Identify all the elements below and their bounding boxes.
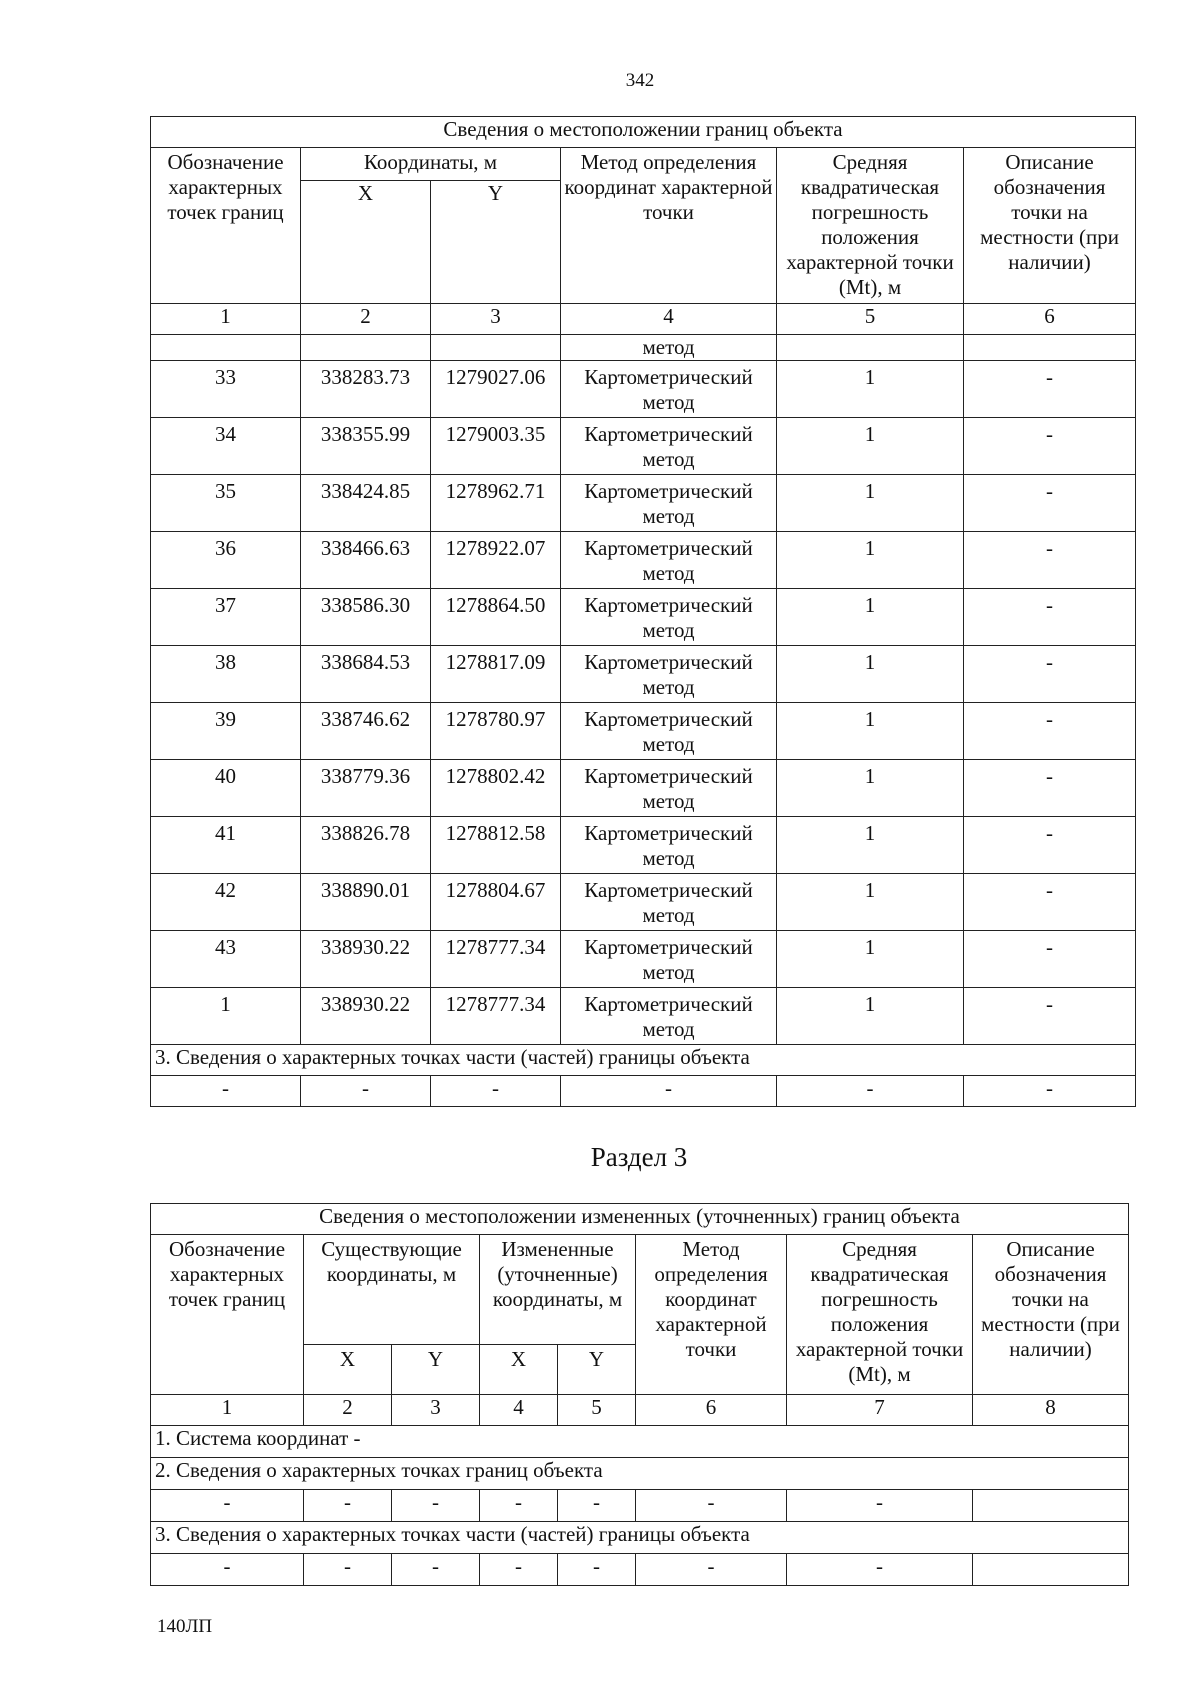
- method: [561, 418, 777, 475]
- coord-x: 338826.78: [301, 817, 431, 874]
- point-number: 41: [151, 817, 301, 874]
- coord-x: 338355.99: [301, 418, 431, 475]
- continued-cell: [301, 335, 431, 361]
- point-number: 34: [151, 418, 301, 475]
- col-number: 4: [561, 304, 777, 335]
- part-cell: -: [787, 1554, 973, 1586]
- changed-boundaries-table: [150, 1203, 1129, 1586]
- header-description: Описание обозначения точки на местности (при наличии): [964, 148, 1136, 304]
- part-cell: -: [561, 1076, 777, 1107]
- part-cell: -: [558, 1554, 636, 1586]
- coord-x: 338424.85: [301, 475, 431, 532]
- point-number: 39: [151, 703, 301, 760]
- table-row: [151, 988, 1136, 1045]
- points-cell: -: [304, 1490, 392, 1522]
- method: [561, 703, 777, 760]
- description: -: [964, 361, 1136, 418]
- table2-title: Сведения о местоположении измененных (уточненных) границ объекта: [151, 1204, 1129, 1235]
- col-number: 3: [431, 304, 561, 335]
- section-heading: Раздел 3: [590, 1142, 688, 1172]
- header-x: X: [480, 1345, 558, 1395]
- part-cell: -: [151, 1076, 301, 1107]
- method-line: метод: [642, 561, 695, 585]
- points-cell: -: [787, 1490, 973, 1522]
- table-row: [151, 874, 1136, 931]
- col-number: 5: [777, 304, 964, 335]
- method-line: Картометрический: [584, 536, 753, 560]
- table-row: [151, 646, 1136, 703]
- accuracy: 1: [777, 589, 964, 646]
- method-line: Картометрический: [584, 593, 753, 617]
- header-accuracy: Средняя квадратическая погрешность положения характерной точки (Mt), м: [787, 1235, 973, 1395]
- coord-y: 1278777.34: [431, 931, 561, 988]
- header-y: Y: [431, 181, 561, 304]
- description: -: [964, 589, 1136, 646]
- coord-x: 338466.63: [301, 532, 431, 589]
- method-line: метод: [642, 447, 695, 471]
- method-line: Картометрический: [584, 650, 753, 674]
- method: [561, 646, 777, 703]
- col-number: 5: [558, 1395, 636, 1426]
- col-number: 4: [480, 1395, 558, 1426]
- col-number: 1: [151, 1395, 304, 1426]
- method: [561, 931, 777, 988]
- description: -: [964, 874, 1136, 931]
- header-description: Описание обозначения точки на местности (при наличии): [973, 1235, 1129, 1395]
- part-cell: -: [431, 1076, 561, 1107]
- description: -: [964, 475, 1136, 532]
- method-line: метод: [642, 846, 695, 870]
- part-cell: -: [777, 1076, 964, 1107]
- col-number: 6: [636, 1395, 787, 1426]
- method: [561, 589, 777, 646]
- point-number: 35: [151, 475, 301, 532]
- accuracy: 1: [777, 703, 964, 760]
- coord-y: 1278802.42: [431, 760, 561, 817]
- accuracy: 1: [777, 931, 964, 988]
- method-line: Картометрический: [584, 365, 753, 389]
- col-number: 2: [301, 304, 431, 335]
- method: [561, 817, 777, 874]
- method-line: метод: [642, 789, 695, 813]
- table-row: [151, 589, 1136, 646]
- part-cell: -: [304, 1554, 392, 1586]
- method-line: метод: [642, 960, 695, 984]
- part-cell: -: [392, 1554, 480, 1586]
- coord-system: 1. Система координат -: [151, 1426, 1129, 1458]
- part-cell: -: [151, 1554, 304, 1586]
- accuracy: 1: [777, 646, 964, 703]
- col-number: 7: [787, 1395, 973, 1426]
- page-number: 342: [625, 70, 655, 91]
- method-line: Картометрический: [584, 422, 753, 446]
- coord-y: 1279003.35: [431, 418, 561, 475]
- accuracy: 1: [777, 988, 964, 1045]
- coord-x: 338283.73: [301, 361, 431, 418]
- point-number: 40: [151, 760, 301, 817]
- coord-x: 338746.62: [301, 703, 431, 760]
- coord-x: 338586.30: [301, 589, 431, 646]
- header-changed: Измененные (уточненные) координаты, м: [480, 1235, 636, 1345]
- method-line: метод: [642, 732, 695, 756]
- method-line: Картометрический: [584, 764, 753, 788]
- coord-y: 1278804.67: [431, 874, 561, 931]
- method-line: метод: [642, 618, 695, 642]
- continued-method: метод: [561, 335, 777, 361]
- method-line: Картометрический: [584, 992, 753, 1016]
- table-row: [151, 532, 1136, 589]
- header-point: Обозначение характерных точек границ: [151, 1235, 304, 1395]
- col-number: 1: [151, 304, 301, 335]
- coord-y: 1278817.09: [431, 646, 561, 703]
- coord-y: 1278962.71: [431, 475, 561, 532]
- points-cell: -: [480, 1490, 558, 1522]
- description: -: [964, 988, 1136, 1045]
- method-line: Картометрический: [584, 821, 753, 845]
- header-method: Метод определения координат характерной точки: [561, 148, 777, 304]
- table2-part-section: 3. Сведения о характерных точках части (частей) границы объекта: [151, 1522, 1129, 1554]
- accuracy: 1: [777, 361, 964, 418]
- part-cell: -: [301, 1076, 431, 1107]
- method: [561, 475, 777, 532]
- header-x: X: [301, 181, 431, 304]
- points-cell: [973, 1490, 1129, 1522]
- col-number: 8: [973, 1395, 1129, 1426]
- method: [561, 361, 777, 418]
- continued-cell: [777, 335, 964, 361]
- point-number: 42: [151, 874, 301, 931]
- accuracy: 1: [777, 874, 964, 931]
- method-line: Картометрический: [584, 878, 753, 902]
- header-method: Метод определения координат характерной точки: [636, 1235, 787, 1395]
- method-line: Картометрический: [584, 479, 753, 503]
- coord-x: 338684.53: [301, 646, 431, 703]
- table-row: [151, 475, 1136, 532]
- description: -: [964, 931, 1136, 988]
- part-cell: -: [480, 1554, 558, 1586]
- col-number: 6: [964, 304, 1136, 335]
- coord-y: 1278780.97: [431, 703, 561, 760]
- method-line: метод: [642, 1017, 695, 1041]
- points-cell: -: [151, 1490, 304, 1522]
- table-row: [151, 817, 1136, 874]
- points-section: 2. Сведения о характерных точках границ объекта: [151, 1458, 1129, 1490]
- coord-y: 1278864.50: [431, 589, 561, 646]
- table-row: [151, 361, 1136, 418]
- accuracy: 1: [777, 760, 964, 817]
- boundaries-table: [150, 116, 1136, 1107]
- method: [561, 988, 777, 1045]
- description: -: [964, 703, 1136, 760]
- point-number: 43: [151, 931, 301, 988]
- header-existing: Существующие координаты, м: [304, 1235, 480, 1345]
- description: -: [964, 418, 1136, 475]
- point-number: 36: [151, 532, 301, 589]
- method-line: метод: [642, 675, 695, 699]
- header-coords: Координаты, м: [301, 148, 561, 181]
- continued-cell: [151, 335, 301, 361]
- coord-y: 1279027.06: [431, 361, 561, 418]
- header-accuracy: Средняя квадратическая погрешность положения характерной точки (Mt), м: [777, 148, 964, 304]
- header-y: Y: [392, 1345, 480, 1395]
- method: [561, 760, 777, 817]
- part-cell: -: [636, 1554, 787, 1586]
- table-row: [151, 931, 1136, 988]
- table-row: [151, 418, 1136, 475]
- method: [561, 532, 777, 589]
- header-point: Обозначение характерных точек границ: [151, 148, 301, 304]
- method-line: Картометрический: [584, 935, 753, 959]
- description: -: [964, 532, 1136, 589]
- points-cell: -: [636, 1490, 787, 1522]
- method-line: метод: [642, 903, 695, 927]
- description: -: [964, 646, 1136, 703]
- method-line: метод: [642, 390, 695, 414]
- point-number: 38: [151, 646, 301, 703]
- point-number: 37: [151, 589, 301, 646]
- header-x: X: [304, 1345, 392, 1395]
- coord-y: 1278922.07: [431, 532, 561, 589]
- accuracy: 1: [777, 532, 964, 589]
- points-cell: -: [392, 1490, 480, 1522]
- header-y: Y: [558, 1345, 636, 1395]
- continued-cell: [431, 335, 561, 361]
- table-row: [151, 703, 1136, 760]
- col-number: 3: [392, 1395, 480, 1426]
- accuracy: 1: [777, 475, 964, 532]
- part-cell: -: [964, 1076, 1136, 1107]
- coord-x: 338930.22: [301, 988, 431, 1045]
- footer-code: 140ЛП: [157, 1616, 213, 1637]
- point-number: 1: [151, 988, 301, 1045]
- part-cell: [973, 1554, 1129, 1586]
- description: -: [964, 817, 1136, 874]
- coord-x: 338890.01: [301, 874, 431, 931]
- table1-title: Сведения о местоположении границ объекта: [151, 117, 1136, 148]
- description: -: [964, 760, 1136, 817]
- coord-y: 1278777.34: [431, 988, 561, 1045]
- method: [561, 874, 777, 931]
- method-line: метод: [642, 504, 695, 528]
- coord-x: 338779.36: [301, 760, 431, 817]
- coord-y: 1278812.58: [431, 817, 561, 874]
- col-number: 2: [304, 1395, 392, 1426]
- accuracy: 1: [777, 817, 964, 874]
- point-number: 33: [151, 361, 301, 418]
- continued-cell: [964, 335, 1136, 361]
- points-cell: -: [558, 1490, 636, 1522]
- method-line: Картометрический: [584, 707, 753, 731]
- accuracy: 1: [777, 418, 964, 475]
- table-row: [151, 760, 1136, 817]
- table1-part-section: 3. Сведения о характерных точках части (частей) границы объекта: [151, 1045, 1136, 1076]
- coord-x: 338930.22: [301, 931, 431, 988]
